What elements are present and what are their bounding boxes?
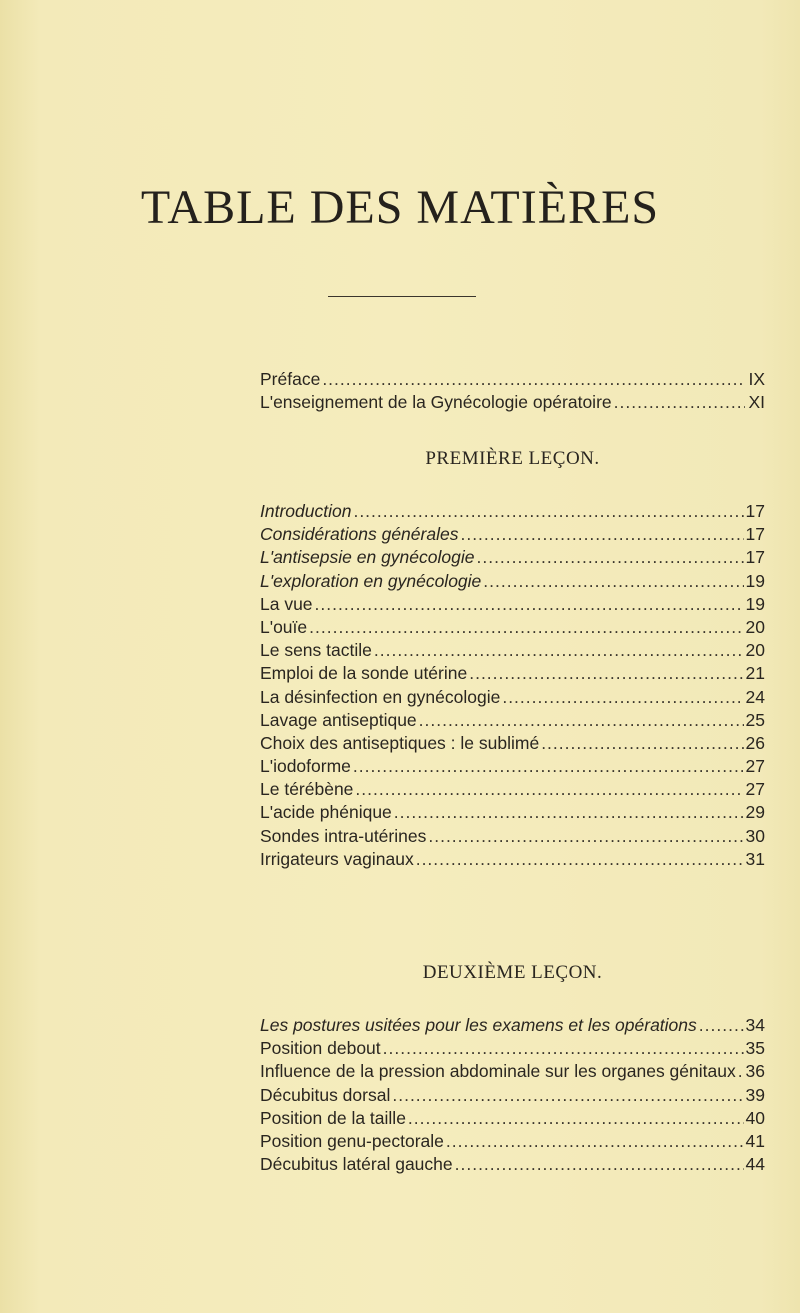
toc-entry-page: 26 — [745, 732, 765, 753]
front-matter-list — [260, 368, 765, 414]
dot-leader — [483, 570, 743, 593]
toc-entry-page: 24 — [745, 686, 765, 707]
page-title: TABLE DES MATIÈRES — [140, 181, 660, 234]
dot-leader — [322, 368, 745, 391]
dot-leader — [374, 639, 744, 662]
toc-entry-label: La désinfection en gynécologie — [260, 686, 501, 707]
toc-entry — [260, 848, 765, 871]
dot-leader — [446, 1130, 744, 1153]
toc-entry-label: La vue — [260, 593, 313, 614]
toc-entry-label: Emploi de la sonde utérine — [260, 663, 468, 684]
dot-leader — [355, 778, 743, 801]
section-heading-deuxieme-lecon: DEUXIÈME LEÇON. — [422, 962, 603, 983]
toc-entry — [260, 593, 765, 616]
toc-entry-page: 29 — [745, 802, 765, 823]
toc-entry — [260, 570, 765, 593]
dot-leader — [416, 848, 744, 871]
toc-entry — [260, 801, 765, 824]
toc-entry-label: L'enseignement de la Gynécologie opératoire — [260, 392, 612, 413]
toc-entry-page: XI — [748, 392, 765, 413]
section-1-list — [260, 500, 765, 871]
toc-entry-label: Décubitus dorsal — [260, 1084, 391, 1105]
dot-leader — [614, 391, 745, 414]
toc-entry — [260, 825, 765, 848]
toc-entry-label: L'acide phénique — [260, 802, 392, 823]
dot-leader — [455, 1153, 744, 1176]
toc-entry — [260, 755, 765, 778]
toc-entry — [260, 1084, 765, 1107]
toc-entry-label: Position de la taille — [260, 1107, 406, 1128]
toc-entry-label: Influence de la pression abdominale sur les organes génitaux — [260, 1061, 736, 1082]
dot-leader — [502, 686, 743, 709]
toc-entry-label: Irrigateurs vaginaux — [260, 848, 414, 869]
toc-entry-page: IX — [748, 369, 765, 389]
dot-leader — [353, 500, 743, 523]
toc-entry-label: L'iodoforme — [260, 756, 351, 777]
title-divider — [328, 296, 476, 297]
dot-leader — [309, 616, 743, 639]
dot-leader — [408, 1107, 744, 1130]
dot-leader — [392, 1084, 743, 1107]
dot-leader — [383, 1037, 744, 1060]
toc-entry-page: 44 — [745, 1154, 765, 1175]
toc-entry — [260, 1130, 765, 1153]
toc-entry-label: L'antisepsie en gynécologie — [260, 547, 475, 568]
toc-entry-label: L'exploration en gynécologie — [260, 570, 482, 591]
toc-entry — [260, 686, 765, 709]
toc-entry-label: L'ouïe — [260, 616, 308, 637]
toc-entry — [260, 391, 765, 414]
toc-entry-page: 20 — [745, 640, 765, 661]
toc-entry-label: Position debout — [260, 1038, 381, 1059]
toc-entry-page: 19 — [745, 593, 765, 614]
toc-entry-page: 25 — [745, 709, 765, 730]
toc-entry-label: Choix des antiseptiques : le sublimé — [260, 732, 540, 753]
toc-entry-label: Les postures usitées pour les examens et les opérations — [260, 1015, 697, 1035]
dot-leader — [699, 1014, 744, 1037]
dot-leader — [394, 801, 744, 824]
toc-entry — [260, 616, 765, 639]
toc-entry-label: Position genu-pectorale — [260, 1130, 444, 1151]
toc-entry — [260, 500, 765, 523]
toc-entry — [260, 1037, 765, 1060]
dot-leader — [469, 662, 743, 685]
toc-entry-label: Décubitus latéral gauche — [260, 1154, 453, 1175]
toc-entry — [260, 546, 765, 569]
section-heading-premiere-lecon: PREMIÈRE LEÇON. — [425, 448, 600, 469]
dot-leader — [541, 732, 743, 755]
toc-entry-page: 20 — [745, 616, 765, 637]
toc-entry-label: Préface — [260, 369, 321, 389]
toc-entry — [260, 709, 765, 732]
toc-entry — [260, 1060, 765, 1083]
toc-entry-page: 35 — [745, 1038, 765, 1059]
toc-entry-page: 27 — [745, 779, 765, 800]
section-2-list — [260, 1014, 765, 1176]
toc-entry — [260, 1153, 765, 1176]
toc-entry — [260, 662, 765, 685]
dot-leader — [738, 1060, 744, 1083]
toc-entry-label: Introduction — [260, 501, 352, 521]
toc-entry — [260, 1014, 765, 1037]
dot-leader — [460, 523, 743, 546]
dot-leader — [419, 709, 744, 732]
dot-leader — [353, 755, 744, 778]
toc-entry-page: 17 — [745, 524, 765, 545]
toc-entry — [260, 778, 765, 801]
toc-entry-page: 40 — [745, 1107, 765, 1128]
toc-entry — [260, 732, 765, 755]
dot-leader — [315, 593, 744, 616]
toc-entry-page: 17 — [745, 547, 765, 568]
toc-entry-page: 41 — [745, 1130, 765, 1151]
toc-entry-label: Le sens tactile — [260, 640, 372, 661]
toc-entry — [260, 523, 765, 546]
toc-entry-page: 34 — [745, 1015, 765, 1035]
toc-entry-label: Sondes intra-utérines — [260, 825, 427, 846]
toc-entry-page: 21 — [745, 663, 765, 684]
toc-entry-page: 27 — [745, 756, 765, 777]
toc-entry-label: Considérations générales — [260, 524, 459, 545]
toc-entry-page: 19 — [745, 570, 765, 591]
toc-entry-page: 39 — [745, 1084, 765, 1105]
toc-entry-page: 36 — [745, 1061, 765, 1082]
toc-entry-page: 30 — [745, 825, 765, 846]
toc-entry — [260, 368, 765, 391]
toc-entry-label: Lavage antiseptique — [260, 709, 417, 730]
toc-entry-page: 31 — [745, 848, 765, 869]
dot-leader — [428, 825, 743, 848]
toc-entry-page: 17 — [745, 501, 765, 521]
toc-entry — [260, 639, 765, 662]
toc-entry — [260, 1107, 765, 1130]
toc-entry-label: Le térébène — [260, 779, 354, 800]
dot-leader — [476, 546, 743, 569]
